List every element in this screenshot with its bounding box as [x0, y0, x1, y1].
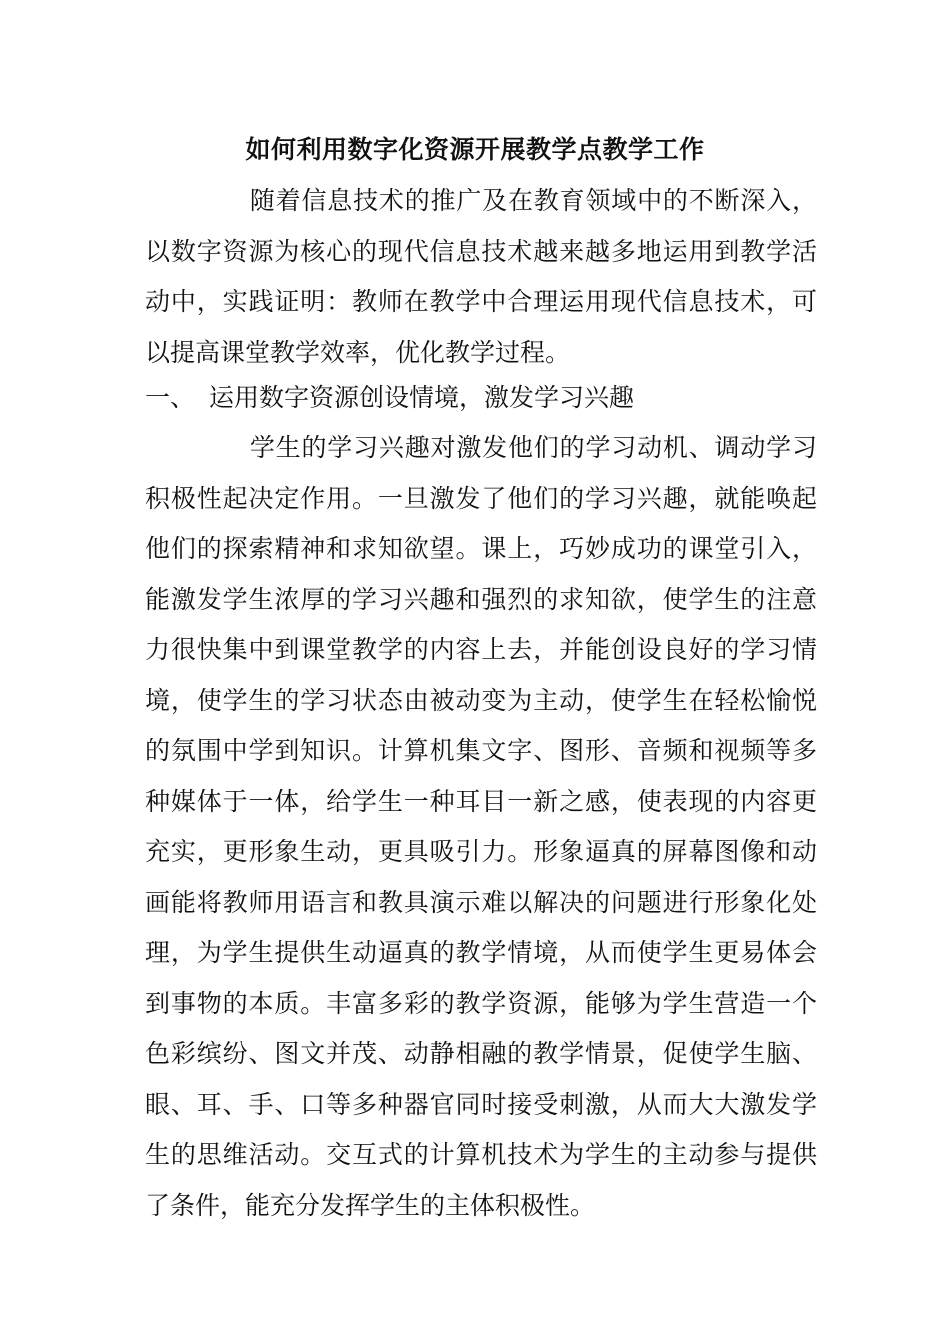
section-paragraph-text: 学生的学习兴趣对激发他们的学习动机、调动学习积极性起决定作用。一旦激发了他们的学习兴趣，就能唤起他们的探索精神和求知欲望。课上，巧妙成功的课堂引入，能激发学生浓厚的学习兴趣和强烈的求知欲，使学生的注意力很快集中到课堂教学的内容上去，并能创设良好的学习情境，使学生的学习状态由被动变为主动，使学生在轻松愉悦的氛围中学到知识。计算机集文字、图形、音频和视频等多种媒体于一体，给学生一种耳目一新之感，使表现的内容更充实，更形象生动，更具吸引力。形象逼真的屏幕图像和动画能将教师用语言和教具演示难以解决的问题进行形象化处理，为学生提供生动逼真的教学情境，从而使学生更易体会到事物的本质。丰富多彩的教学资源，能够为学生营造一个色彩缤纷、图文并茂、动静相融的教学情景，促使学生脑、眼、耳、手、口等多种器官同时接受刺激，从而大大激发学生的思维活动。交互式的计算机技术为学生的主动参与提供了条件，能充分发挥学生的主体积极性。: [145, 433, 817, 1220]
section-heading: [145, 373, 634, 423]
section-heading-text: 运用数字资源创设情境，激发学习兴趣: [209, 383, 635, 412]
document-title: 如何利用数字化资源开展教学点教学工作: [245, 135, 705, 164]
intro-paragraph: [145, 176, 817, 378]
intro-paragraph-text: 随着信息技术的推广及在教育领域中的不断深入，以数字资源为核心的现代信息技术越来越多地运用到教学活动中，实践证明：教师在教学中合理运用现代信息技术，可以提高课堂教学效率，优化教学过程。: [145, 186, 817, 367]
section-number: 一、: [145, 383, 196, 412]
section-paragraph: [145, 423, 817, 1231]
